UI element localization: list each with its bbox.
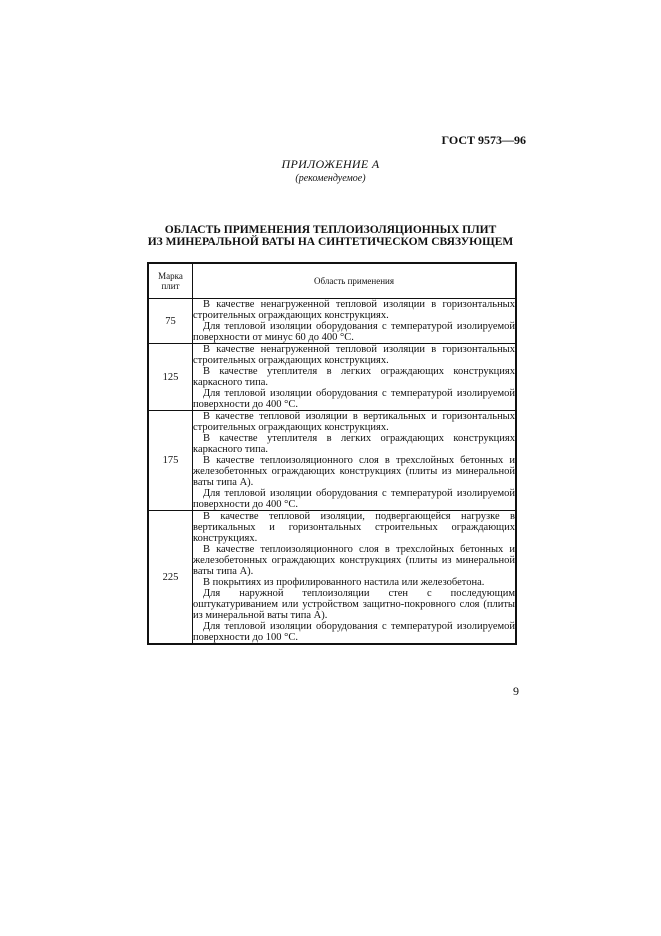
table-row bbox=[148, 299, 516, 344]
application-item: В качестве теплоизоляционного слоя в трехслойных бетонных и железобетонных ограждающих конструкциях (плиты из минеральной ваты типа А). bbox=[193, 544, 515, 577]
application-item: В качестве утеплителя в легких ограждающих конструкциях каркасного типа. bbox=[193, 366, 515, 388]
application-item: В качестве теплоизоляционного слоя в трехслойных бетонных и железобетонных ограждающих конструкциях (плиты из минеральной ваты типа А). bbox=[193, 455, 515, 488]
title-line-2: ИЗ МИНЕРАЛЬНОЙ ВАТЫ НА СИНТЕТИЧЕСКОМ СВЯЗУЮЩЕМ bbox=[147, 236, 514, 248]
application-item: Для тепловой изоляции оборудования с температурой изолируемой поверхности до 400 °С. bbox=[193, 488, 515, 510]
document-title bbox=[0, 224, 661, 248]
grade-cell: 75 bbox=[148, 299, 193, 344]
application-item: В качестве ненагруженной тепловой изоляции в горизонтальных строительных ограждающих конструкциях. bbox=[193, 344, 515, 366]
grade-header-line-2: плит bbox=[161, 281, 180, 291]
application-column-header: Область применения bbox=[193, 263, 517, 299]
annex-title: ПРИЛОЖЕНИЕ А bbox=[281, 157, 380, 171]
application-item: Для наружной теплоизоляции стен с последующим оштукатуриванием или устройством защитно-покровного слоя (плиты из минеральной ваты типа А). bbox=[193, 588, 515, 621]
title-line-1: ОБЛАСТЬ ПРИМЕНЕНИЯ ТЕПЛОИЗОЛЯЦИОННЫХ ПЛИТ bbox=[164, 224, 497, 236]
application-item: Для тепловой изоляции оборудования с температурой изолируемой поверхности от минус 60 до 400 °С. bbox=[193, 321, 515, 343]
table-row bbox=[148, 511, 516, 645]
standard-number: ГОСТ 9573—96 bbox=[441, 133, 526, 147]
page-number: 9 bbox=[513, 684, 519, 698]
grade-cell: 225 bbox=[148, 511, 193, 645]
application-item: В качестве утеплителя в легких ограждающих конструкциях каркасного типа. bbox=[193, 433, 515, 455]
application-cell bbox=[193, 344, 517, 411]
application-cell bbox=[193, 511, 517, 645]
grade-column-header bbox=[148, 263, 193, 299]
application-table bbox=[147, 262, 517, 645]
annex-heading bbox=[0, 157, 661, 184]
application-item: Для тепловой изоляции оборудования с температурой изолируемой поверхности до 100 °С. bbox=[193, 621, 515, 643]
application-item: В качестве ненагруженной тепловой изоляции в горизонтальных строительных ограждающих конструкциях. bbox=[193, 299, 515, 321]
annex-subtitle: (рекомендуемое) bbox=[295, 173, 366, 184]
table-row bbox=[148, 344, 516, 411]
application-item: В покрытиях из профилированного настила или железобетона. bbox=[203, 577, 485, 588]
application-cell bbox=[193, 299, 517, 344]
application-item: В качестве тепловой изоляции в вертикальных и горизонтальных строительных ограждающих конструкциях. bbox=[193, 411, 515, 433]
table-row bbox=[148, 411, 516, 511]
grade-cell: 175 bbox=[148, 411, 193, 511]
application-cell bbox=[193, 411, 517, 511]
grade-cell: 125 bbox=[148, 344, 193, 411]
application-item: В качестве тепловой изоляции, подвергающейся нагрузке в вертикальных и горизонтальных строительных ограждающих конструкциях. bbox=[193, 511, 515, 544]
application-item: Для тепловой изоляции оборудования с температурой изолируемой поверхности до 400 °С. bbox=[193, 388, 515, 410]
table-header-row bbox=[148, 263, 516, 299]
grade-header-line-1: Марка bbox=[158, 271, 183, 281]
table-body bbox=[148, 299, 516, 645]
